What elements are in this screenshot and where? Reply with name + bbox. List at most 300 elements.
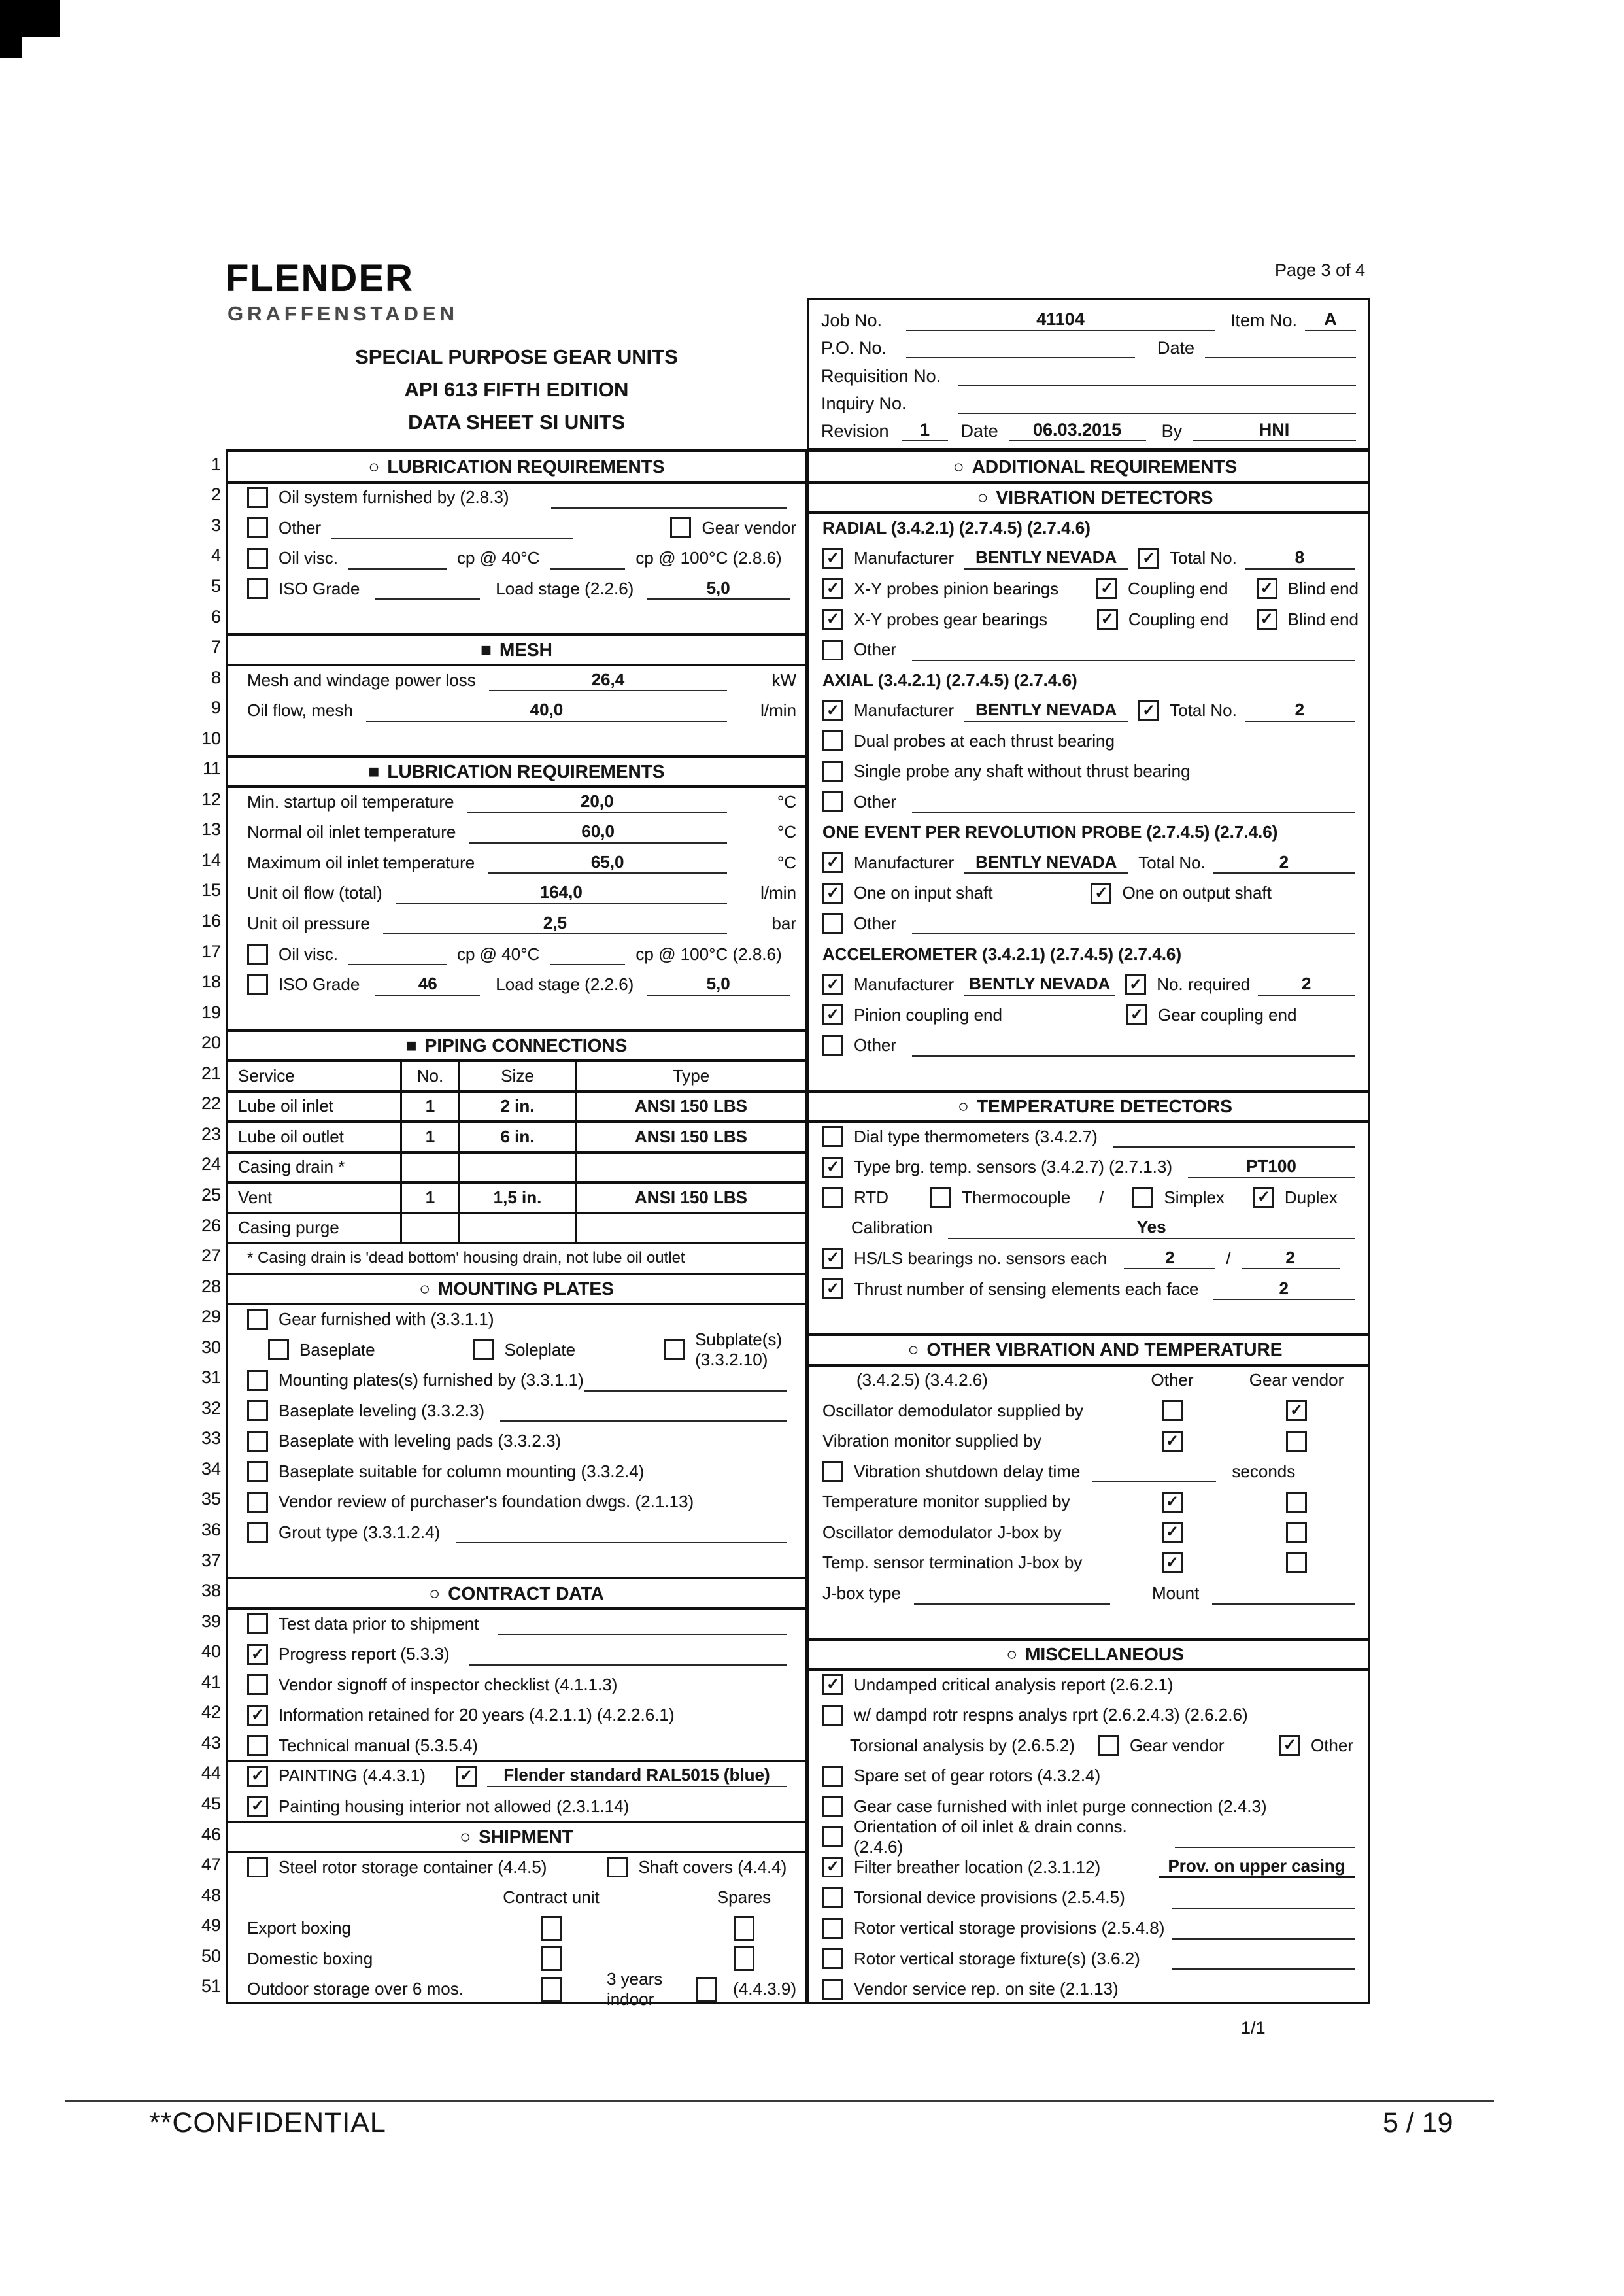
row-number: 32	[201, 1397, 221, 1418]
cell-service: Casing purge	[238, 1218, 339, 1238]
field-label: Oil system furnished by (2.8.3)	[279, 487, 509, 507]
blank-field[interactable]	[550, 547, 625, 570]
row-number: 19	[201, 1002, 221, 1022]
field-label: 3 years indoor	[607, 1968, 663, 2009]
blank-field[interactable]: 5,0	[647, 577, 790, 600]
plate-type-row	[228, 1329, 805, 1370]
revision-field[interactable]: 1	[902, 419, 948, 441]
item-no-label: Item No.	[1230, 311, 1297, 330]
checkbox[interactable]	[1132, 1187, 1153, 1208]
blank-field[interactable]	[1172, 1947, 1355, 1970]
row-number: 11	[202, 759, 221, 779]
divider	[226, 1242, 807, 1244]
checkbox[interactable]	[247, 1735, 268, 1756]
field-label: Outdoor storage over 6 mos.	[247, 1979, 464, 1999]
value-field[interactable]: 40,0	[366, 700, 727, 722]
baseplate-pads-row	[228, 1426, 805, 1457]
doc-title-line2: API 613 FIFTH EDITION	[404, 378, 629, 401]
baseplate-column-row	[228, 1456, 805, 1487]
section-title: LUBRICATION REQUIREMENTS	[387, 761, 665, 781]
blank-field[interactable]	[912, 1035, 1355, 1057]
checkbox[interactable]	[822, 1126, 843, 1147]
one-event-subheader	[809, 817, 1368, 848]
checkbox[interactable]	[268, 1339, 289, 1360]
value-field[interactable]: BENTLY NEVADA	[964, 700, 1128, 722]
field-label: Gear vendor	[702, 517, 796, 538]
radial-other-row	[809, 634, 1368, 665]
field-label: ISO Grade	[279, 974, 360, 995]
confidential-stamp: **CONFIDENTIAL	[149, 2107, 386, 2138]
checkbox[interactable]: ✓	[1257, 578, 1277, 599]
checkbox[interactable]	[247, 1674, 268, 1695]
checkbox[interactable]: ✓	[1097, 609, 1118, 630]
section-title: LUBRICATION REQUIREMENTS	[387, 456, 665, 477]
orientation-oil-inlet-row	[809, 1816, 1368, 1857]
graffenstaden-logo: GRAFFENSTADEN	[228, 302, 458, 325]
field-label: One on output shaft	[1122, 883, 1272, 903]
square-bullet-icon: ■	[481, 639, 492, 660]
row-number: 22	[201, 1093, 221, 1114]
oscillator-demodulator-row	[809, 1396, 1368, 1426]
checkbox[interactable]	[247, 944, 268, 965]
field-label: Baseplate	[299, 1339, 375, 1360]
subheader-text: RADIAL (3.4.2.1) (2.7.4.5) (2.7.4.6)	[822, 517, 1091, 538]
value-field[interactable]: 46	[375, 974, 480, 996]
checkbox[interactable]	[734, 1946, 754, 1971]
checkbox[interactable]	[930, 1187, 951, 1208]
footer-page-number: 5 / 19	[1383, 2107, 1453, 2138]
xy-probes-pinion-row	[809, 574, 1368, 604]
checkbox[interactable]: ✓	[822, 700, 843, 721]
row-number: 48	[201, 1885, 221, 1905]
blank-field[interactable]	[1172, 1917, 1355, 1940]
checkbox[interactable]	[822, 1918, 843, 1939]
field-label: cp @ 40°C	[457, 944, 540, 964]
blank-row	[809, 1304, 1368, 1335]
field-label: Torsional analysis by (2.6.5.2)	[850, 1735, 1075, 1755]
divider	[807, 511, 1370, 514]
checkbox[interactable]	[822, 640, 843, 660]
blank-field[interactable]	[1113, 1125, 1355, 1148]
checkbox[interactable]	[247, 1370, 268, 1391]
checkbox[interactable]	[541, 1916, 562, 1941]
section-title: TEMPERATURE DETECTORS	[976, 1095, 1232, 1116]
field-label: Other	[854, 640, 897, 660]
checkbox[interactable]: ✓	[247, 1766, 268, 1787]
revision-date-field[interactable]: 06.03.2015	[1009, 419, 1146, 441]
checkbox[interactable]: ✓	[247, 1644, 268, 1665]
checkbox[interactable]: ✓	[1162, 1492, 1183, 1513]
row-number: 29	[201, 1307, 221, 1327]
field-label: Vendor service rep. on site (2.1.13)	[854, 1979, 1119, 1999]
domestic-boxing-row	[228, 1944, 805, 1974]
checkbox[interactable]	[247, 1492, 268, 1513]
value-field[interactable]: 2	[1213, 851, 1355, 874]
footer-divider	[65, 2100, 1494, 2102]
field-label: Oscillator demodulator supplied by	[822, 1400, 1083, 1420]
row-number: 6	[211, 606, 221, 626]
checkbox[interactable]: ✓	[247, 1796, 268, 1817]
checkbox[interactable]: ✓	[822, 1004, 843, 1025]
row-number: 37	[201, 1550, 221, 1570]
brg-temp-sensors-row	[809, 1152, 1368, 1183]
vibration-shutdown-row	[809, 1456, 1368, 1487]
cell-service: Lube oil inlet	[238, 1096, 333, 1116]
refs-label: (3.4.2.5) (3.4.2.6)	[856, 1370, 988, 1390]
checkbox[interactable]	[247, 1522, 268, 1543]
row-number: 9	[211, 698, 221, 718]
field-label: X-Y probes pinion bearings	[854, 578, 1059, 598]
blank-field[interactable]	[456, 1521, 787, 1543]
date-label: Date	[1157, 338, 1195, 358]
section-title: SHIPMENT	[479, 1826, 573, 1847]
radial-manufacturer-row	[809, 543, 1368, 574]
checkbox[interactable]: ✓	[1162, 1431, 1183, 1452]
checkbox[interactable]	[1286, 1522, 1307, 1543]
section-title: PIPING CONNECTIONS	[424, 1035, 628, 1055]
checkbox[interactable]	[822, 1826, 843, 1847]
divider	[226, 755, 807, 758]
row-number: 49	[201, 1915, 221, 1936]
value-field[interactable]: 26,4	[489, 669, 727, 691]
checkbox[interactable]: ✓	[822, 578, 843, 599]
checkbox[interactable]	[247, 1431, 268, 1452]
cell-service: Casing drain *	[238, 1157, 345, 1177]
cell-size: 1,5 in.	[458, 1182, 575, 1213]
checkbox[interactable]: ✓	[456, 1766, 477, 1787]
blank-field[interactable]	[914, 1583, 1110, 1605]
value-field[interactable]: 2	[1258, 974, 1355, 996]
checkbox[interactable]: ✓	[1126, 1004, 1147, 1025]
checkbox[interactable]	[822, 1766, 843, 1787]
checkbox[interactable]	[822, 761, 843, 782]
painting-row	[228, 1761, 805, 1792]
blank-field[interactable]	[1175, 1826, 1355, 1848]
checkbox[interactable]: ✓	[1162, 1552, 1183, 1573]
value-field[interactable]: 65,0	[488, 851, 727, 874]
blank-field[interactable]	[912, 912, 1355, 934]
field-label: Vendor signoff of inspector checklist (4.1.1.3)	[279, 1674, 618, 1694]
requisition-label: Requisition No.	[821, 366, 941, 386]
one-on-shaft-row	[809, 878, 1368, 909]
field-label: Type brg. temp. sensors (3.4.2.7) (2.7.1.3)	[854, 1157, 1173, 1177]
checkbox[interactable]	[1098, 1735, 1119, 1756]
divider	[226, 1273, 807, 1275]
value-field[interactable]: 2	[1213, 1278, 1355, 1300]
left-column	[226, 449, 807, 2009]
checkbox[interactable]	[247, 1857, 268, 1877]
row-number: 4	[211, 545, 221, 566]
divider	[226, 664, 807, 666]
row-number: 34	[201, 1458, 221, 1479]
revision-label: Revision	[821, 421, 889, 441]
checkbox[interactable]	[1286, 1492, 1307, 1513]
coupling-end-row	[809, 1000, 1368, 1031]
accel-manufacturer-row	[809, 969, 1368, 1000]
checkbox[interactable]	[822, 1796, 843, 1817]
checkbox[interactable]	[822, 1948, 843, 1969]
cell-no	[400, 1213, 458, 1244]
section-piping-connections	[228, 1030, 805, 1061]
single-probe-row	[809, 756, 1368, 787]
row-number: 40	[201, 1641, 221, 1662]
cell-size	[458, 1152, 575, 1183]
blank-field[interactable]	[375, 577, 480, 600]
row-number: 8	[211, 667, 221, 687]
checkbox[interactable]	[247, 1613, 268, 1634]
field-label: One on input shaft	[854, 883, 993, 903]
checkbox[interactable]: ✓	[822, 1674, 843, 1695]
inquiry-field[interactable]	[958, 392, 1356, 414]
footnote-text: * Casing drain is 'dead bottom' housing drain, not lube oil outlet	[247, 1249, 685, 1267]
circle-bullet-icon: ○	[368, 456, 380, 477]
checkbox[interactable]	[822, 913, 843, 934]
value-field[interactable]: BENTLY NEVADA	[964, 547, 1128, 570]
item-no-field[interactable]: A	[1305, 309, 1356, 331]
row-number: 2	[211, 485, 221, 505]
checkbox[interactable]: ✓	[822, 1248, 843, 1269]
field-label: Vendor review of purchaser's foundation dwgs. (2.1.13)	[279, 1492, 694, 1512]
subheader-text: AXIAL (3.4.2.1) (2.7.4.5) (2.7.4.6)	[822, 670, 1077, 690]
cell-type: ANSI 150 LBS	[575, 1182, 805, 1213]
value-field[interactable]: 8	[1245, 547, 1355, 570]
temp-sensor-jbox-row	[809, 1548, 1368, 1579]
requisition-field[interactable]	[958, 364, 1356, 386]
field-label: Filter breather location (2.3.1.12)	[854, 1857, 1101, 1877]
value-field[interactable]: Yes	[948, 1217, 1355, 1239]
section-title: VIBRATION DETECTORS	[996, 487, 1213, 507]
filter-breather-row	[809, 1852, 1368, 1883]
checkbox[interactable]	[541, 1946, 562, 1971]
checkbox[interactable]: ✓	[822, 548, 843, 569]
checkbox[interactable]	[473, 1339, 494, 1360]
cell-type	[575, 1152, 805, 1183]
blank-field[interactable]	[1172, 1887, 1355, 1909]
checkbox[interactable]: ✓	[822, 609, 843, 630]
section-temperature-detectors	[809, 1091, 1368, 1122]
checkbox[interactable]: ✓	[1096, 578, 1117, 599]
revision-row	[821, 415, 1356, 441]
field-label: Test data prior to shipment	[279, 1613, 479, 1634]
checkbox[interactable]	[696, 1977, 717, 2002]
checkbox[interactable]	[822, 1979, 843, 2000]
field-label: Other	[854, 913, 897, 933]
field-label: Normal oil inlet temperature	[247, 822, 456, 842]
checkbox[interactable]	[734, 1916, 754, 1941]
section-title: MESH	[499, 639, 552, 660]
field-label: Oil visc.	[279, 548, 338, 568]
axial-manufacturer-row	[809, 695, 1368, 726]
checkbox[interactable]	[822, 730, 843, 751]
blank-field[interactable]	[500, 1399, 787, 1422]
checkbox[interactable]	[1286, 1431, 1307, 1452]
blank-field[interactable]	[1092, 1460, 1216, 1482]
checkbox[interactable]: ✓	[1091, 883, 1111, 904]
date-field[interactable]	[1205, 336, 1356, 358]
value-field[interactable]: 2	[1124, 1247, 1215, 1269]
checkbox[interactable]	[670, 517, 691, 538]
row-number: 35	[201, 1489, 221, 1509]
oil-visc-row2	[228, 939, 805, 970]
value-field[interactable]: BENTLY NEVADA	[964, 851, 1128, 874]
checkbox[interactable]	[247, 974, 268, 995]
checkbox[interactable]: ✓	[1286, 1400, 1307, 1421]
circle-bullet-icon: ○	[953, 456, 964, 477]
unit-oil-flow-row	[228, 878, 805, 909]
value-field[interactable]: 2	[1242, 1247, 1340, 1269]
checkbox[interactable]: ✓	[822, 1157, 843, 1178]
blank-field[interactable]	[498, 1613, 787, 1635]
checkbox[interactable]	[822, 791, 843, 812]
field-label: Total No.	[1170, 700, 1237, 721]
checkbox[interactable]: ✓	[1125, 974, 1146, 995]
checkbox[interactable]	[607, 1857, 628, 1877]
blank-field[interactable]	[1212, 1583, 1355, 1605]
circle-bullet-icon: ○	[907, 1339, 919, 1360]
row-number: 36	[201, 1520, 221, 1540]
field-label: Rotor vertical storage provisions (2.5.4.8)	[854, 1918, 1165, 1938]
blank-row	[809, 1061, 1368, 1091]
cell-type: ANSI 150 LBS	[575, 1122, 805, 1152]
checkbox[interactable]: ✓	[822, 1278, 843, 1299]
blank-field[interactable]	[912, 639, 1355, 661]
value-field[interactable]: BENTLY NEVADA	[964, 974, 1115, 996]
oil-flow-mesh-row	[228, 695, 805, 726]
checkbox[interactable]	[822, 1887, 843, 1908]
field-label: Subplate(s) (3.3.2.10)	[695, 1329, 783, 1370]
field-label: Unit oil pressure	[247, 913, 370, 933]
doc-title-line1: SPECIAL PURPOSE GEAR UNITS	[355, 345, 678, 368]
po-row	[821, 332, 1356, 358]
checkbox[interactable]	[247, 578, 268, 599]
blank-field[interactable]	[584, 1369, 787, 1392]
field-label: w/ dampd rotr respns analys rprt (2.6.2.4.3) (2.6.2.6)	[854, 1705, 1248, 1725]
oil-visc-row	[228, 543, 805, 574]
field-label: Temp. sensor termination J-box by	[822, 1552, 1083, 1573]
checkbox[interactable]	[822, 1035, 843, 1056]
row-number: 27	[201, 1246, 221, 1266]
value-field[interactable]: 60,0	[469, 821, 727, 844]
value-field[interactable]: 2	[1245, 700, 1355, 722]
row-number: 38	[201, 1581, 221, 1601]
checkbox[interactable]	[247, 548, 268, 569]
section-title: ADDITIONAL REQUIREMENTS	[972, 456, 1238, 477]
field-label: Coupling end	[1128, 609, 1229, 629]
checkbox[interactable]	[822, 1705, 843, 1726]
field-label: Blind end	[1287, 609, 1359, 629]
row-number: 43	[201, 1732, 221, 1753]
checkbox[interactable]: ✓	[822, 852, 843, 873]
checkbox[interactable]	[1162, 1400, 1183, 1421]
checkbox[interactable]	[541, 1977, 562, 2002]
divider	[226, 1181, 807, 1184]
value-field[interactable]: 2,5	[383, 912, 727, 934]
field-label: Maximum oil inlet temperature	[247, 852, 475, 872]
checkbox[interactable]: ✓	[822, 974, 843, 995]
blank-field[interactable]	[912, 791, 1355, 813]
piping-table-header	[228, 1061, 805, 1091]
value-field[interactable]: 164,0	[396, 882, 727, 904]
torsional-device-row	[809, 1883, 1368, 1913]
section-lubrication-requirements-purchaser	[228, 452, 805, 483]
blank-row	[228, 1548, 805, 1579]
blank-field[interactable]	[331, 517, 573, 539]
separator-slash: /	[1226, 1248, 1231, 1268]
rotor-container-row	[228, 1852, 805, 1883]
checkbox[interactable]	[247, 1400, 268, 1421]
checkbox[interactable]	[664, 1339, 685, 1360]
blank-field[interactable]	[551, 487, 787, 509]
divider	[226, 1212, 807, 1214]
row-number: 50	[201, 1945, 221, 1966]
row-number: 3	[211, 515, 221, 535]
unit-label: °C	[777, 852, 796, 872]
value-field[interactable]: PT100	[1188, 1156, 1355, 1178]
divider	[807, 1668, 1370, 1671]
value-field[interactable]: Prov. on upper casing	[1159, 1856, 1355, 1878]
separator-slash: /	[1099, 1187, 1104, 1207]
value-field[interactable]: 5,0	[647, 974, 790, 996]
checkbox[interactable]: ✓	[1279, 1735, 1300, 1756]
row-number: 39	[201, 1611, 221, 1631]
painting-interior-row	[228, 1791, 805, 1822]
divider	[807, 481, 1370, 484]
divider	[807, 1333, 1370, 1336]
row-number: 13	[201, 819, 221, 840]
vendor-service-rep-row	[809, 1974, 1368, 2004]
value-field[interactable]: Flender standard RAL5015 (blue)	[487, 1765, 787, 1787]
by-field[interactable]: HNI	[1193, 419, 1356, 441]
checkbox[interactable]	[822, 1461, 843, 1482]
checkbox[interactable]: ✓	[1138, 700, 1159, 721]
xy-probes-gear-row	[809, 604, 1368, 635]
checkbox[interactable]	[822, 1187, 843, 1208]
field-label: Calibration	[851, 1218, 933, 1238]
checkbox[interactable]: ✓	[822, 883, 843, 904]
checkbox[interactable]	[1286, 1552, 1307, 1573]
checkbox[interactable]: ✓	[1257, 609, 1277, 630]
min-startup-temp-row	[228, 787, 805, 817]
section-lubrication-requirements-vendor	[228, 756, 805, 787]
export-boxing-row	[228, 1913, 805, 1944]
checkbox[interactable]: ✓	[247, 1705, 268, 1726]
field-label: Temperature monitor supplied by	[822, 1492, 1070, 1512]
checkbox[interactable]: ✓	[822, 1857, 843, 1877]
po-no-field[interactable]	[906, 336, 1135, 358]
oil-system-furnished-row	[228, 483, 805, 513]
checkbox[interactable]: ✓	[1162, 1522, 1183, 1543]
blank-field[interactable]	[348, 547, 447, 570]
field-label: Simplex	[1164, 1187, 1225, 1207]
job-no-field[interactable]: 41104	[906, 309, 1215, 331]
hs-ls-bearings-row	[809, 1243, 1368, 1274]
checkbox[interactable]: ✓	[1138, 548, 1159, 569]
blank-field[interactable]	[469, 1643, 787, 1666]
sheet-count-note: 1/1	[1241, 2018, 1266, 2038]
blank-field[interactable]	[550, 943, 625, 965]
value-field[interactable]: 20,0	[467, 791, 727, 813]
blank-field[interactable]	[348, 943, 447, 965]
field-label: Total No.	[1138, 852, 1206, 872]
checkbox[interactable]	[247, 1461, 268, 1482]
checkbox[interactable]	[247, 1309, 268, 1330]
field-label: Duplex	[1284, 1187, 1338, 1207]
row-number: 25	[201, 1184, 221, 1205]
unit-label: °C	[777, 791, 796, 812]
checkbox[interactable]	[247, 517, 268, 538]
checkbox[interactable]: ✓	[1253, 1187, 1274, 1208]
checkbox[interactable]	[247, 487, 268, 508]
